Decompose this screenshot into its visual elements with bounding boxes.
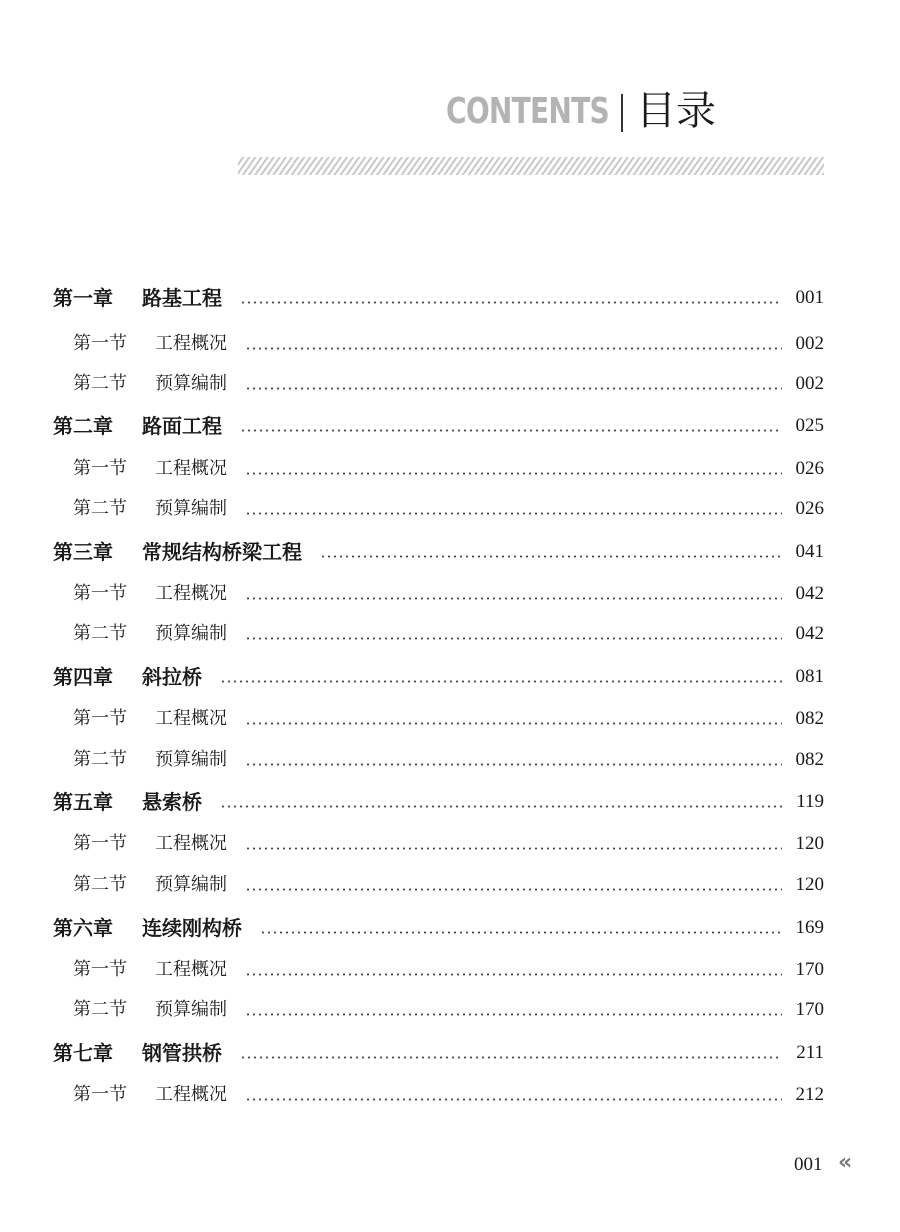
page-number: 169 — [795, 917, 824, 938]
section-title: 工程概况 — [155, 708, 227, 729]
page-number: 026 — [795, 458, 824, 479]
section-title: 工程概况 — [155, 458, 227, 479]
dot-leader — [245, 722, 782, 725]
chapter-number: 第四章 — [53, 665, 113, 689]
dot-leader — [245, 347, 782, 350]
toc-chapter-entry[interactable] — [0, 535, 900, 569]
chapter-number: 第三章 — [53, 540, 113, 564]
section-number: 第一节 — [73, 708, 127, 729]
toc-chapter-entry[interactable] — [0, 785, 900, 819]
page-number: 042 — [795, 623, 824, 644]
page-number: 170 — [795, 999, 824, 1020]
dot-leader — [320, 555, 782, 558]
section-number: 第二节 — [73, 498, 127, 519]
page-title: 目录 — [636, 88, 716, 134]
section-number: 第二节 — [73, 874, 127, 895]
section-title: 预算编制 — [155, 498, 227, 519]
section-number: 第一节 — [73, 458, 127, 479]
page-header — [0, 84, 900, 144]
section-number: 第二节 — [73, 749, 127, 770]
toc-section-entry[interactable] — [0, 327, 900, 361]
chapter-title: 斜拉桥 — [142, 665, 202, 689]
dot-leader — [245, 512, 782, 515]
chapter-title: 悬索桥 — [142, 790, 202, 814]
page-number: 026 — [795, 498, 824, 519]
toc-section-entry[interactable] — [0, 827, 900, 861]
chapter-number: 第二章 — [53, 414, 113, 438]
toc-chapter-entry[interactable] — [0, 409, 900, 443]
page-number: 081 — [795, 666, 824, 687]
header-divider — [621, 94, 623, 132]
chapter-title: 连续刚构桥 — [142, 916, 242, 940]
chapter-number: 第七章 — [53, 1041, 113, 1065]
contents-label: CONTENTS — [446, 91, 609, 132]
page-number: 211 — [796, 1042, 824, 1063]
page-number: 042 — [795, 583, 824, 604]
section-number: 第一节 — [73, 833, 127, 854]
chapter-title: 常规结构桥梁工程 — [142, 540, 302, 564]
dot-leader — [245, 472, 782, 475]
section-title: 预算编制 — [155, 749, 227, 770]
dot-leader — [245, 1013, 782, 1016]
toc-chapter-entry[interactable] — [0, 911, 900, 945]
dot-leader — [245, 597, 782, 600]
dot-leader — [240, 429, 782, 432]
toc-section-entry[interactable] — [0, 953, 900, 987]
dot-leader — [245, 387, 782, 390]
toc-section-entry[interactable] — [0, 617, 900, 651]
decorative-stripe-band — [238, 157, 824, 175]
dot-leader — [240, 301, 782, 304]
page-number: 082 — [795, 708, 824, 729]
dot-leader — [245, 973, 782, 976]
page-number: 120 — [795, 874, 824, 895]
section-title: 工程概况 — [155, 333, 227, 354]
dot-leader — [220, 805, 782, 808]
chapter-number: 第五章 — [53, 790, 113, 814]
section-title: 预算编制 — [155, 999, 227, 1020]
dot-leader — [245, 847, 782, 850]
toc-section-entry[interactable] — [0, 743, 900, 777]
toc-section-entry[interactable] — [0, 1078, 900, 1112]
section-number: 第一节 — [73, 333, 127, 354]
page-number: 025 — [795, 415, 824, 436]
dot-leader — [245, 888, 782, 891]
toc-chapter-entry[interactable] — [0, 660, 900, 694]
section-title: 预算编制 — [155, 874, 227, 895]
section-title: 工程概况 — [155, 833, 227, 854]
page-number: 041 — [795, 541, 824, 562]
toc-section-entry[interactable] — [0, 452, 900, 486]
section-number: 第一节 — [73, 1084, 127, 1105]
dot-leader — [260, 931, 782, 934]
page-number: 002 — [795, 373, 824, 394]
page-number: 082 — [795, 749, 824, 770]
dot-leader — [245, 1098, 782, 1101]
toc-section-entry[interactable] — [0, 577, 900, 611]
toc-chapter-entry[interactable] — [0, 1036, 900, 1070]
section-title: 预算编制 — [155, 623, 227, 644]
toc-section-entry[interactable] — [0, 993, 900, 1027]
page-number: 001 — [795, 287, 824, 308]
toc-section-entry[interactable] — [0, 868, 900, 902]
dot-leader — [240, 1056, 782, 1059]
double-chevron-left-icon: « — [838, 1150, 853, 1175]
dot-leader — [220, 680, 782, 683]
toc-section-entry[interactable] — [0, 367, 900, 401]
page-number: 212 — [795, 1084, 824, 1105]
section-number: 第二节 — [73, 623, 127, 644]
chapter-title: 路面工程 — [142, 414, 222, 438]
dot-leader — [245, 637, 782, 640]
chapter-title: 钢管拱桥 — [142, 1041, 222, 1065]
chapter-number: 第一章 — [53, 286, 113, 310]
section-title: 工程概况 — [155, 959, 227, 980]
section-title: 预算编制 — [155, 373, 227, 394]
dot-leader — [245, 763, 782, 766]
chapter-number: 第六章 — [53, 916, 113, 940]
page-number: 120 — [795, 833, 824, 854]
section-number: 第一节 — [73, 583, 127, 604]
section-number: 第一节 — [73, 959, 127, 980]
section-title: 工程概况 — [155, 1084, 227, 1105]
section-number: 第二节 — [73, 373, 127, 394]
toc-section-entry[interactable] — [0, 492, 900, 526]
section-number: 第二节 — [73, 999, 127, 1020]
page-number: 170 — [795, 959, 824, 980]
toc-section-entry[interactable] — [0, 702, 900, 736]
toc-chapter-entry[interactable] — [0, 281, 900, 315]
page-number: 002 — [795, 333, 824, 354]
footer-page-number: 001 — [794, 1154, 823, 1175]
page-number: 119 — [796, 791, 824, 812]
chapter-title: 路基工程 — [142, 286, 222, 310]
section-title: 工程概况 — [155, 583, 227, 604]
